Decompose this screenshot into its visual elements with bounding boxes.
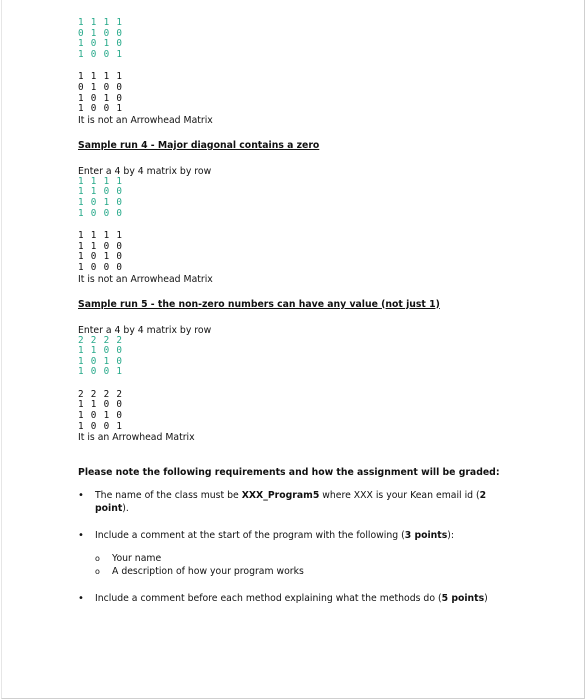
run3-input-matrix [78,18,558,60]
requirement-text: The name of the class must be [95,490,242,502]
requirement-bold: 3 points [404,530,448,542]
run4-output-matrix [78,231,558,273]
output-row: 1 1 0 0 [78,399,123,411]
output-row: 0 1 0 0 [78,81,123,93]
run3-result: It is not an Arrowhead Matrix [78,114,213,126]
run3-output-matrix [78,72,558,114]
input-row: 0 1 0 0 [78,27,123,39]
requirement-text: where XXX is your Kean email id ( [319,490,480,502]
requirement-sublist [95,552,558,578]
run5-prompt: Enter a 4 by 4 matrix by row [78,324,212,336]
output-row: 1 0 1 0 [78,251,123,263]
sub-requirement-item [95,565,558,578]
requirement-text: ). [122,503,129,515]
run5-output-matrix [78,390,558,432]
sub-requirement-text: A description of how your program works [112,566,304,578]
run4-heading: Sample run 4 - Major diagonal contains a zero [78,139,320,151]
run5-heading: Sample run 5 - the non-zero numbers can have any value (not just 1) [78,298,440,310]
output-row: 1 1 1 1 [78,230,123,242]
output-row: 1 0 1 0 [78,92,123,104]
input-row: 1 1 1 1 [78,175,123,187]
output-row: 1 0 0 0 [78,261,123,273]
circle-bullet-icon: o [95,567,100,577]
requirement-text: Include a comment before each method explaining what the methods do ( [95,593,442,605]
input-row: 1 1 0 0 [78,345,123,357]
input-row: 1 1 1 1 [78,17,123,28]
requirement-bold: point [95,503,123,515]
bullet-icon: • [78,530,84,542]
requirement-bold: XXX_Program5 [241,490,320,502]
requirement-item [78,592,558,605]
circle-bullet-icon: o [95,554,100,564]
run5-result: It is an Arrowhead Matrix [78,432,195,444]
requirement-bold: 2 [479,490,487,502]
input-row: 2 2 2 2 [78,334,123,346]
input-row: 1 0 1 0 [78,38,123,50]
input-row: 1 0 0 1 [78,366,123,378]
requirement-item [78,529,558,578]
output-row: 1 0 0 1 [78,103,123,115]
input-row: 1 0 0 0 [78,207,123,219]
sub-requirement-text: Your name [112,553,162,565]
output-row: 1 0 1 0 [78,410,123,422]
requirement-text: ) [484,593,488,605]
run4-prompt: Enter a 4 by 4 matrix by row [78,165,212,177]
input-row: 1 0 1 0 [78,355,123,367]
requirements-list [78,489,558,605]
run5-input-matrix [78,336,558,378]
bullet-icon: • [78,593,84,605]
input-row: 1 0 1 0 [78,196,123,208]
bullet-icon: • [78,490,84,502]
output-row: 1 1 1 1 [78,71,123,83]
sub-requirement-item [95,552,558,565]
output-row: 1 1 0 0 [78,240,123,252]
output-row: 1 0 0 1 [78,420,123,432]
input-row: 1 0 0 1 [78,48,123,60]
input-row: 1 1 0 0 [78,186,123,198]
requirement-text: Include a comment at the start of the program with the following ( [95,530,405,542]
run4-input-matrix [78,177,558,219]
run4-result: It is not an Arrowhead Matrix [78,273,213,285]
document-content [78,18,558,619]
requirement-text: ): [447,530,455,542]
output-row: 2 2 2 2 [78,388,123,400]
requirement-item [78,489,558,515]
requirement-bold: 5 points [441,593,485,605]
requirements-heading: Please note the following requirements and how the assignment will be graded: [78,467,500,479]
